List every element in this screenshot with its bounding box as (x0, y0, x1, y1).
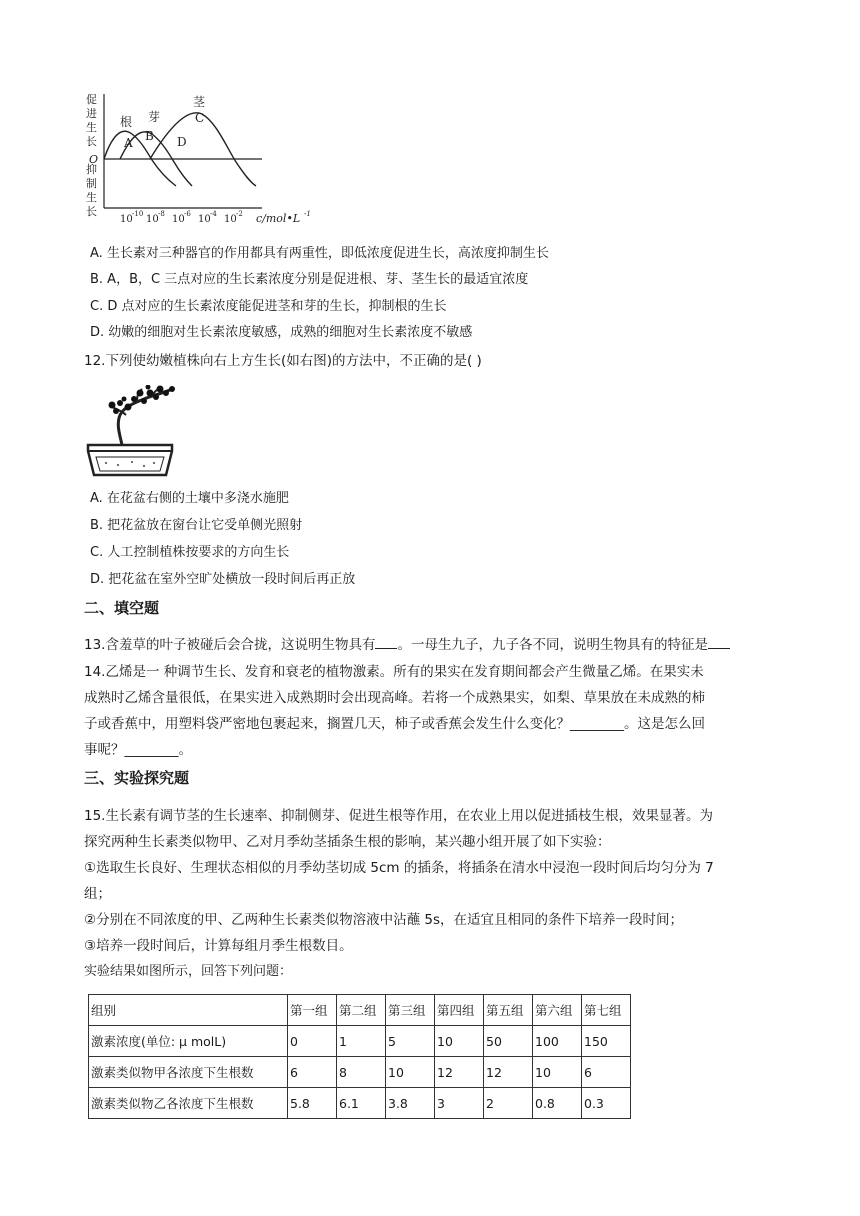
table-cell: 150 (582, 1026, 631, 1057)
table-row (89, 1057, 631, 1088)
table-row (89, 1026, 631, 1057)
table-cell: 12 (435, 1057, 484, 1088)
table-row (89, 1088, 631, 1119)
x-tick-exponent: -2 (236, 210, 243, 218)
x-unit-label: c/mol•L (256, 212, 301, 225)
q13-text (84, 635, 730, 655)
x-tick-exponent: -8 (158, 210, 165, 218)
table-cell: 10 (533, 1057, 582, 1088)
table-header-cell: 组别 (89, 995, 288, 1026)
q12-option-a: A. 在花盆右侧的土壤中多浇水施肥 (90, 491, 289, 506)
table-header-cell: 第五组 (484, 995, 533, 1026)
q14-line-3: 子或香蕉中，用塑料袋严密地包裹起来，搁置几天，柿子或香蕉会发生什么变化？________。这是怎么回 (84, 716, 705, 732)
x-tick-label: 10 (172, 214, 185, 225)
q15-line-2: 探究两种生长素类似物甲、乙对月季幼茎插条生根的影响，某兴趣小组开展了如下实验： (84, 834, 611, 850)
section-heading-fill-blank: 二、填空题 (84, 599, 160, 617)
table-cell: 8 (337, 1057, 386, 1088)
table-cell: 50 (484, 1026, 533, 1057)
table-cell: 激素类似物甲各浓度下生根数 (89, 1057, 288, 1088)
x-tick-label: 10 (146, 214, 159, 225)
q14-paragraph (84, 659, 774, 763)
q15-line-3: ①选取生长良好、生理状态相似的月季幼茎切成 5cm 的插条，将插条在清水中浸泡一段时间后均匀分为 7 (84, 860, 714, 876)
table-cell: 100 (533, 1026, 582, 1057)
point-label-b: B (145, 129, 154, 143)
q14-line-2: 成熟时乙烯含量很低，在果实进入成熟期时会出现高峰。若将一个成熟果实，如梨、草果放在未成熟的柿 (84, 690, 705, 706)
table-cell: 6 (288, 1057, 337, 1088)
x-tick-label: 10 (120, 214, 133, 225)
q13-part2: 。一母生九子，九子各不同，说明生物具有的特征是 (397, 637, 708, 653)
q13-blank-1[interactable] (375, 635, 397, 649)
table-header-cell: 第三组 (386, 995, 435, 1026)
table-cell: 6 (582, 1057, 631, 1088)
table-cell: 激素浓度(单位: μ molL) (89, 1026, 288, 1057)
point-label-c: C (195, 111, 205, 125)
table-header-cell: 第一组 (288, 995, 337, 1026)
table-cell: 3.8 (386, 1088, 435, 1119)
q15-line-5: ②分别在不同浓度的甲、乙两种生长素类似物溶液中沾蘸 5s，在适宜且相同的条件下培养一段时间； (84, 912, 684, 928)
table-header-cell: 第七组 (582, 995, 631, 1026)
curve-label-bud: 芽 (148, 110, 161, 124)
q12-option-b: B. 把花盆放在窗台让它受单侧光照射 (90, 518, 303, 533)
q13-blank-2[interactable] (708, 635, 730, 649)
q12-option-d: D. 把花盆在室外空旷处横放一段时间后再正放 (90, 572, 356, 587)
table-cell: 1 (337, 1026, 386, 1057)
table-cell: 2 (484, 1088, 533, 1119)
table-cell: 0 (288, 1026, 337, 1057)
table-header-cell: 第二组 (337, 995, 386, 1026)
table-cell: 0.8 (533, 1088, 582, 1119)
table-cell: 激素类似物乙各浓度下生根数 (89, 1088, 288, 1119)
q15-line-1: 15.生长素有调节茎的生长速率、抑制侧芽、促进生根等作用，在农业上用以促进插枝生根，效果显著。为 (84, 808, 713, 824)
q15-paragraph (84, 803, 774, 985)
table-cell: 3 (435, 1088, 484, 1119)
x-tick-exponent: -10 (132, 210, 144, 218)
x-tick-labels (120, 210, 243, 225)
curve-label-root: 根 (120, 115, 133, 129)
table-header-row (89, 995, 631, 1026)
table-header-cell: 第四组 (435, 995, 484, 1026)
y-label-inhibit: 抑制生长 (86, 163, 97, 218)
q13-part1: 13.含羞草的叶子被碰后会合拢，这说明生物具有 (84, 637, 376, 653)
q14-line-1: 14.乙烯是一 种调节生长、发育和衰老的植物激素。所有的果实在发育期间都会产生微量乙烯。在果实未 (84, 664, 704, 680)
table-cell: 12 (484, 1057, 533, 1088)
curve-label-stem: 茎 (193, 95, 206, 109)
q11-option-c: C. D 点对应的生长素浓度能促进茎和芽的生长，抑制根的生长 (90, 299, 447, 314)
q11-option-d: D. 幼嫩的细胞对生长素浓度敏感，成熟的细胞对生长素浓度不敏感 (90, 325, 473, 340)
q15-line-4: 组； (84, 886, 111, 902)
potted-plant-figure (82, 385, 178, 480)
x-tick-exponent: -6 (184, 210, 191, 218)
x-tick-label: 10 (198, 214, 211, 225)
q12-option-c: C. 人工控制植株按要求的方向生长 (90, 545, 290, 560)
results-table (88, 994, 631, 1119)
table-cell: 6.1 (337, 1088, 386, 1119)
q15-line-6: ③培养一段时间后，计算每组月季生根数目。 (84, 938, 353, 954)
section-heading-experiment: 三、实验探究题 (84, 769, 190, 787)
y-label-promote: 促进生长 (86, 93, 97, 148)
table-cell: 5.8 (288, 1088, 337, 1119)
auxin-curve-figure (80, 90, 320, 230)
table-cell: 0.3 (582, 1088, 631, 1119)
q11-option-a: A. 生长素对三种器官的作用都具有两重性，即低浓度促进生长，高浓度抑制生长 (90, 246, 549, 261)
q15-line-7: 实验结果如图所示，回答下列问题： (84, 964, 293, 979)
x-unit-exponent: -1 (304, 210, 311, 218)
x-tick-exponent: -4 (210, 210, 217, 218)
table-header-cell: 第六组 (533, 995, 582, 1026)
table-cell: 10 (386, 1057, 435, 1088)
table-cell: 10 (435, 1026, 484, 1057)
q12-stem: 12.下列使幼嫩植株向右上方生长(如右图)的方法中，不正确的是( ) (84, 353, 482, 369)
point-label-a: A (124, 136, 133, 150)
y-origin-label: O (89, 153, 99, 166)
table-cell: 5 (386, 1026, 435, 1057)
q11-option-b: B. A，B，C 三点对应的生长素浓度分别是促进根、芽、茎生长的最适宜浓度 (90, 272, 529, 287)
x-tick-label: 10 (224, 214, 237, 225)
q14-line-4: 事呢？________。 (84, 742, 192, 758)
point-label-d: D (177, 135, 187, 149)
